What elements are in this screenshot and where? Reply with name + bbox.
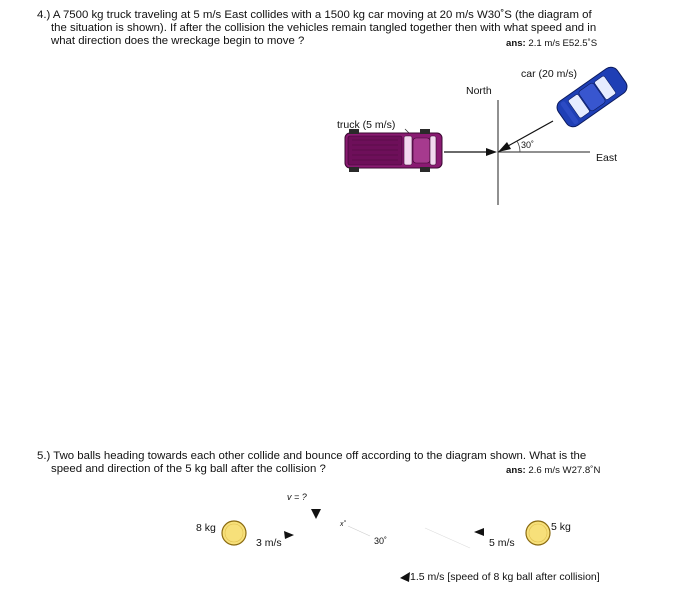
after-collision-label: 1.5 m/s [speed of 8 kg ball after collision] [410, 571, 600, 583]
mass-8kg-label: 8 kg [196, 522, 216, 534]
q5-line1: 5.) Two balls heading towards each other collide and bounce off according to the diagram shown. What is the [37, 450, 587, 462]
arrow-down-v-icon [311, 509, 321, 519]
q4-line2: the situation is shown). If after the collision the vehicles remain tangled together then with what speed and in [51, 22, 597, 34]
x-angle-label: x˚ [340, 521, 346, 528]
q5-answer-label: ans: [506, 465, 526, 476]
v-label: v = ? [287, 492, 307, 502]
ball-8kg-icon [222, 521, 246, 545]
car-label: car (20 m/s) [521, 68, 578, 80]
mass-5kg-label: 5 kg [551, 521, 571, 533]
q4-answer-label: ans: [506, 38, 526, 49]
arrow-right-8kg-icon [284, 531, 294, 539]
q4-angle-label: 30˚ [521, 140, 535, 150]
q4-answer-value: 2.1 m/s E52.5˚S [528, 38, 598, 49]
east-label: East [596, 152, 618, 164]
arrow-after-8kg-icon [400, 572, 410, 582]
arrow-left-5kg-icon [474, 528, 484, 536]
truck-label: truck (5 m/s) [337, 119, 396, 131]
north-label: North [466, 85, 492, 97]
q5-line2: speed and direction of the 5 kg ball after the collision ? [51, 463, 326, 475]
q4-line1: 4.) A 7500 kg truck traveling at 5 m/s East collides with a 1500 kg car moving at 20 m/s W30˚S (the diagram of [37, 9, 592, 21]
faint-line [348, 526, 370, 536]
q4-line3: what direction does the wreckage begin to move ? [51, 35, 305, 47]
ball-5kg-icon [526, 521, 550, 545]
speed-5ms-label: 5 m/s [489, 537, 515, 549]
q5-answer-value: 2.6 m/s W27.8˚N [528, 465, 601, 476]
faint-line-2 [425, 528, 470, 548]
speed-3ms-label: 3 m/s [256, 537, 282, 549]
q5-angle-label: 30˚ [374, 536, 388, 546]
